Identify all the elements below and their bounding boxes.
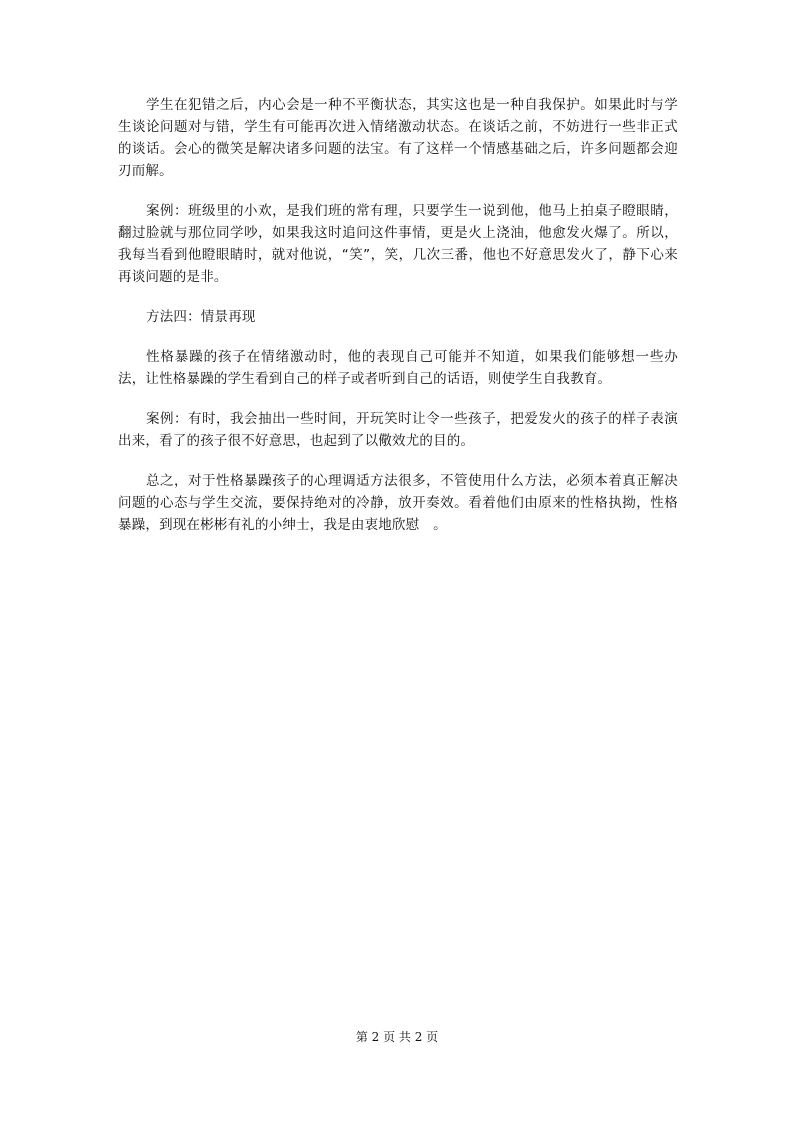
section-heading-method-4: 方法四：情景再现 xyxy=(146,309,256,325)
paragraph-case-2: 案例：有时，我会抽出一些时间，开玩笑时让令一些孩子，把爱发火的孩子的样子表演出来，看了的孩子很不好意思，也起到了以儆效尤的目的。 xyxy=(118,411,678,449)
paragraph-method-4: 性格暴躁的孩子在情绪激动时，他的表现自己可能并不知道，如果我们能够想一些办法，让性格暴躁的学生看到自己的样子或者听到自己的话语，则使学生自我教育。 xyxy=(118,349,678,387)
page-number-footer: 第 2 页 共 2 页 xyxy=(355,1030,439,1044)
document-body xyxy=(118,94,678,554)
paragraph-case-1: 案例：班级里的小欢，是我们班的常有理，只要学生一说到他，他马上拍桌子瞪眼睛，翻过脸就与那位同学吵，如果我这时追问这件事情，更是火上浇油，他愈发火爆了。所以，我每当看到他瞪眼睛时，就对他说，“笑”，笑，几次三番，他也不好意思发火了，静下心来再谈问题的是非。 xyxy=(118,203,678,285)
paragraph-1: 学生在犯错之后，内心会是一种不平衡状态，其实这也是一种自我保护。如果此时与学生谈论问题对与错，学生有可能再次进入情绪激动状态。在谈话之前，不妨进行一些非正式的谈话。会心的微笑是解决诸多问题的法宝。有了这样一个情感基础之后，许多问题都会迎刃而解。 xyxy=(118,97,678,179)
paragraph-summary: 总之，对于性格暴躁孩子的心理调适方法很多，不管使用什么方法，必须本着真正解决问题的心态与学生交流，要保持绝对的冷静，放开奏效。看着他们由原来的性格执拗，性格暴躁，到现在彬彬有礼的小绅士，我是由衷地欣慰 。 xyxy=(118,473,678,533)
